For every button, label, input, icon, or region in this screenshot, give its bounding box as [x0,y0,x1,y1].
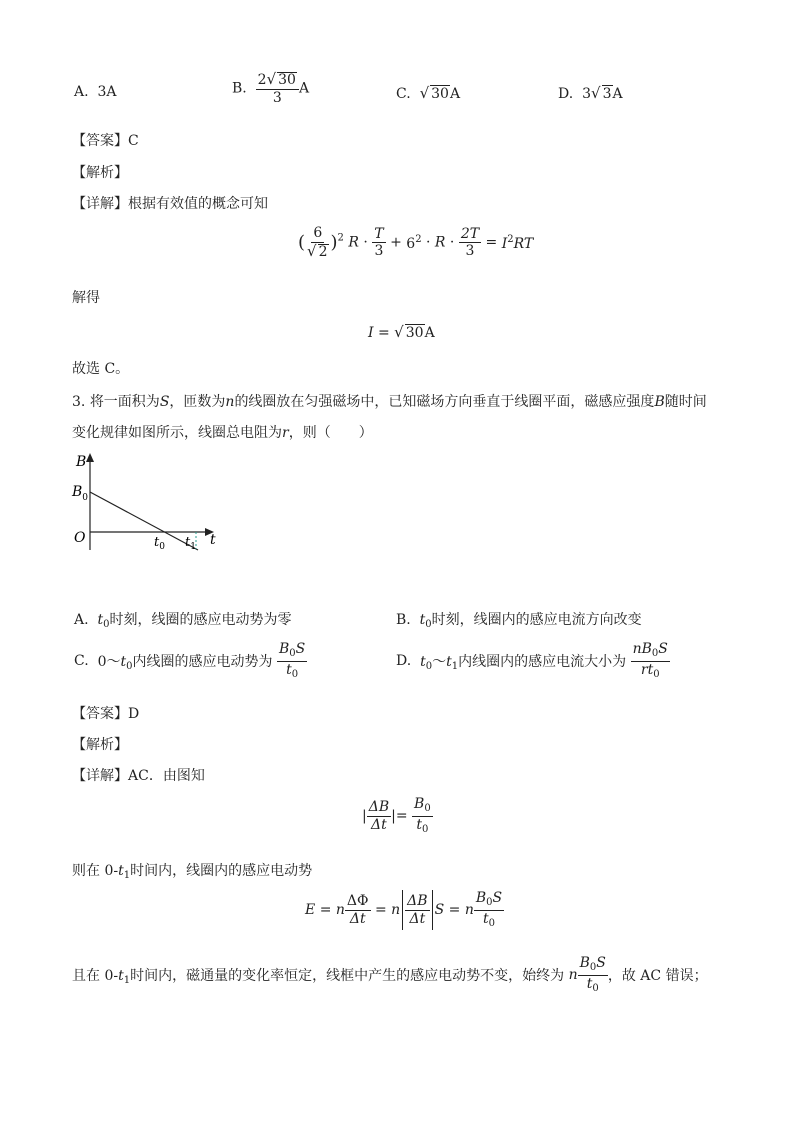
x-axis-label: t [210,532,216,548]
t1-label: $t_1$ [185,535,196,552]
b0-label: $B_0$ [72,484,89,503]
q3-detail: 【详解】AC．由图知 [72,768,205,784]
q2-option-b-fraction: $\frac{2√ 30}{3}$ [256,72,299,105]
q2-option-d: D. 3√ 3A [558,84,623,102]
q3-option-a: A. $t_0$时刻，线圈的感应电动势为零 [74,612,292,630]
q2-equation-effective-value: ( $\frac{6}{√ 2}$ )$^2$ R · $\frac{T}{3}$ + $6^2 \cdot R$ · $\frac{2T}{3}$ = $I^2RT$ [298,225,534,260]
q3-answer: 【答案】D [72,706,140,722]
q3-option-b: B. $t_0$时刻，线圈内的感应电流方向改变 [396,612,642,630]
origin-label: O [74,530,86,546]
q3-equation-rate: | $\frac{\Delta B}{\Delta t}$ |= $\frac{B_0}{t_0}$ [362,796,431,835]
q2-option-a: A. 3A [74,84,117,100]
q2-option-b: B. $\frac{2√ 30}{3}$ A [232,70,310,106]
t0-label: $t_0$ [154,535,165,552]
q2-analysis-tag: 【解析】 [72,165,128,181]
q2-equation-result: I = √ 30A [368,323,435,341]
q2-solve-label: 解得 [72,290,100,306]
q3-last-line: 且在 $0-t_1$时间内，磁通量的变化率恒定，线框中产生的感应电动势不变，始终为 n $\frac{B_0S}{t_0}$ ，故 AC 错误； [72,955,708,994]
q2-option-a-text: 3A [97,84,117,100]
q3-stem-line2: 变化规律如图所示，线圈总电阻为r，则（ ） [72,425,373,441]
b-t-line [90,492,198,550]
q2-answer: 【答案】C [72,133,139,149]
q3-stem-line1: 3. 将一面积为S，匝数为n的线圈放在匀强磁场中，已知磁场方向垂直于线圈平面，磁感应强度B随时间 [72,394,707,410]
q2-option-c: C. √ 30A [396,84,461,102]
y-axis-label: B [76,454,87,470]
q3-analysis-tag: 【解析】 [72,737,128,753]
q3-option-d: D. $t_0\sim t_1$内线圈内的感应电流大小为 $\frac{nB_0S}{rt_0}$ [396,641,668,680]
q3-option-c: C. $0\sim t_0$内线圈的感应电动势为 $\frac{B_0S}{t_0}$ [74,641,306,680]
q2-detail: 【详解】根据有效值的概念可知 [72,196,268,212]
q3-b-t-graph [68,450,228,560]
y-axis-arrow [86,453,94,462]
q2-conclusion: 故选 C。 [72,361,130,377]
q3-equation-emf: E = n $\frac{\Delta\Phi}{\Delta t}$ = n $\frac{\Delta B}{\Delta t}$ S = n $\frac{B_0S}{t_0}$ [305,890,503,929]
q3-line-between: 则在 $0-t_1$时间内，线圈内的感应电动势 [72,863,313,881]
